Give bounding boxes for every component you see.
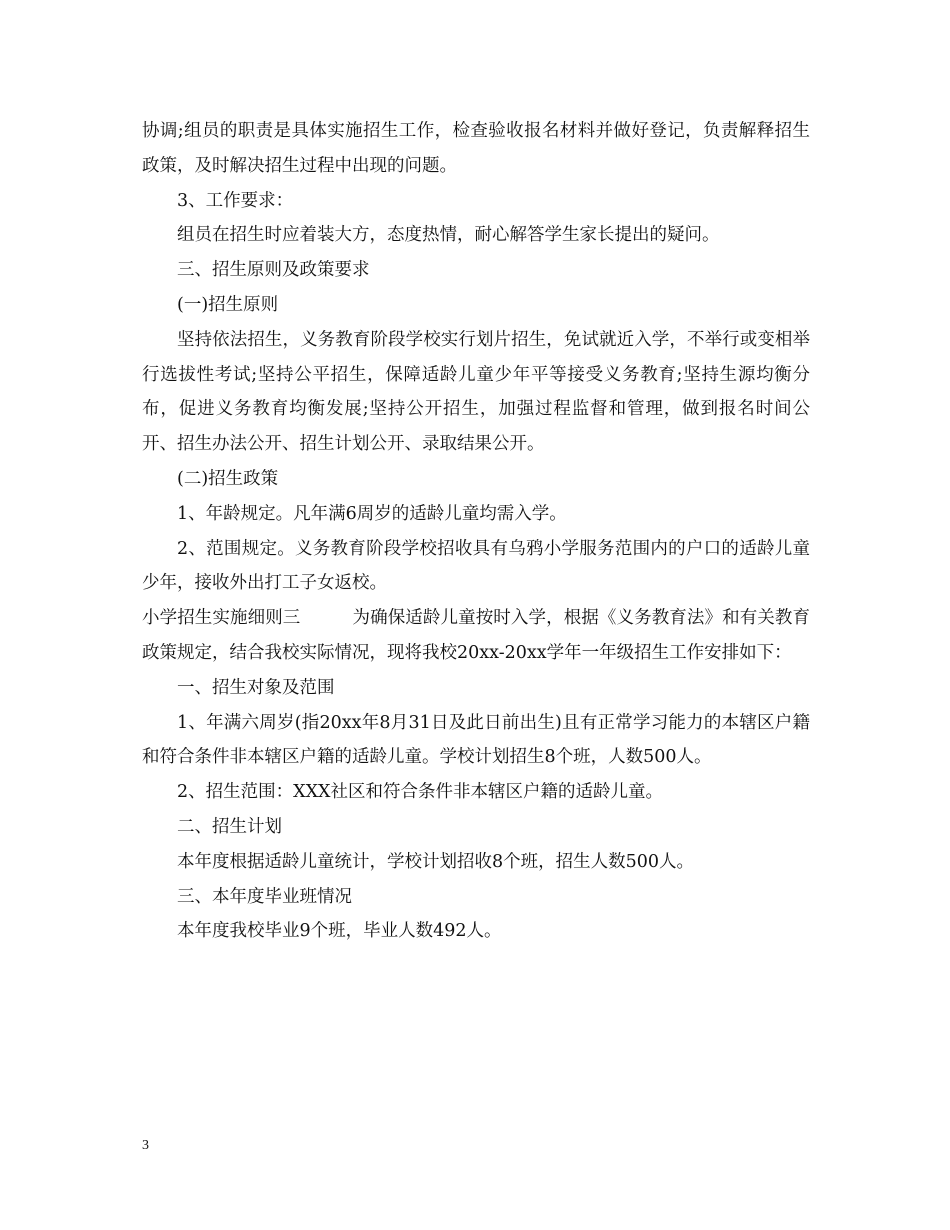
subsection-heading-principles: (一)招生原则 [177,294,279,315]
detail-intro: 为确保适龄儿童按时入学，根据《义务教育法》和有关教育政策规定，结合我校实际情况，现将我校20xx-20xx学年一年级招生工作安排如下： [142,608,811,663]
paragraph-principles: 坚持依法招生，义务教育阶段学校实行划片招生，免试就近入学，不举行或变相举行选拔性考试;坚持公平招生，保障适龄儿童少年平等接受义务教育;坚持生源均衡分布，促进义务教育均衡发展;坚持公开招生，加强过程监督和管理，做到报名时间公开、招生办法公开、招生计划公开、录取结果公开。 [142,329,810,455]
paragraph-age-rule: 1、年龄规定。凡年满6周岁的适龄儿童均需入学。 [177,503,567,524]
paragraph-detail-three [142,601,810,671]
section-heading-graduates: 三、本年度毕业班情况 [177,886,352,907]
paragraph-continuation: 协调;组员的职责是具体实施招生工作，检查验收报名材料并做好登记，负责解释招生政策，及时解决招生过程中出现的问题。 [142,121,810,176]
paragraph-plan: 本年度根据适龄儿童统计，学校计划招收8个班，招生人数500人。 [177,851,695,872]
section-heading-principles-policy: 三、招生原则及政策要求 [177,260,370,281]
subsection-heading-policy: (二)招生政策 [177,468,279,489]
paragraph-work-requirements-heading: 3、工作要求： [177,190,294,211]
paragraph-graduates: 本年度我校毕业9个班，毕业人数492人。 [177,921,502,942]
detail-title: 小学招生实施细则三 [142,608,301,629]
document-body [142,114,810,949]
section-heading-plan: 二、招生计划 [177,816,282,837]
page-number: 3 [142,1138,149,1153]
section-heading-target-scope: 一、招生对象及范围 [177,677,335,698]
paragraph-work-requirements: 组员在招生时应着装大方，态度热情，耐心解答学生家长提出的疑问。 [177,225,720,246]
paragraph-scope-rule: 2、范围规定。义务教育阶段学校招收具有乌鸦小学服务范围内的户口的适龄儿童少年，接收外出打工子女返校。 [142,538,810,594]
paragraph-scope: 2、招生范围：XXX社区和符合条件非本辖区户籍的适龄儿童。 [177,782,664,803]
paragraph-target: 1、年满六周岁(指20xx年8月31日及此日前出生)且有正常学习能力的本辖区户籍和符合条件非本辖区户籍的适龄儿童。学校计划招生8个班，人数500人。 [142,712,810,768]
